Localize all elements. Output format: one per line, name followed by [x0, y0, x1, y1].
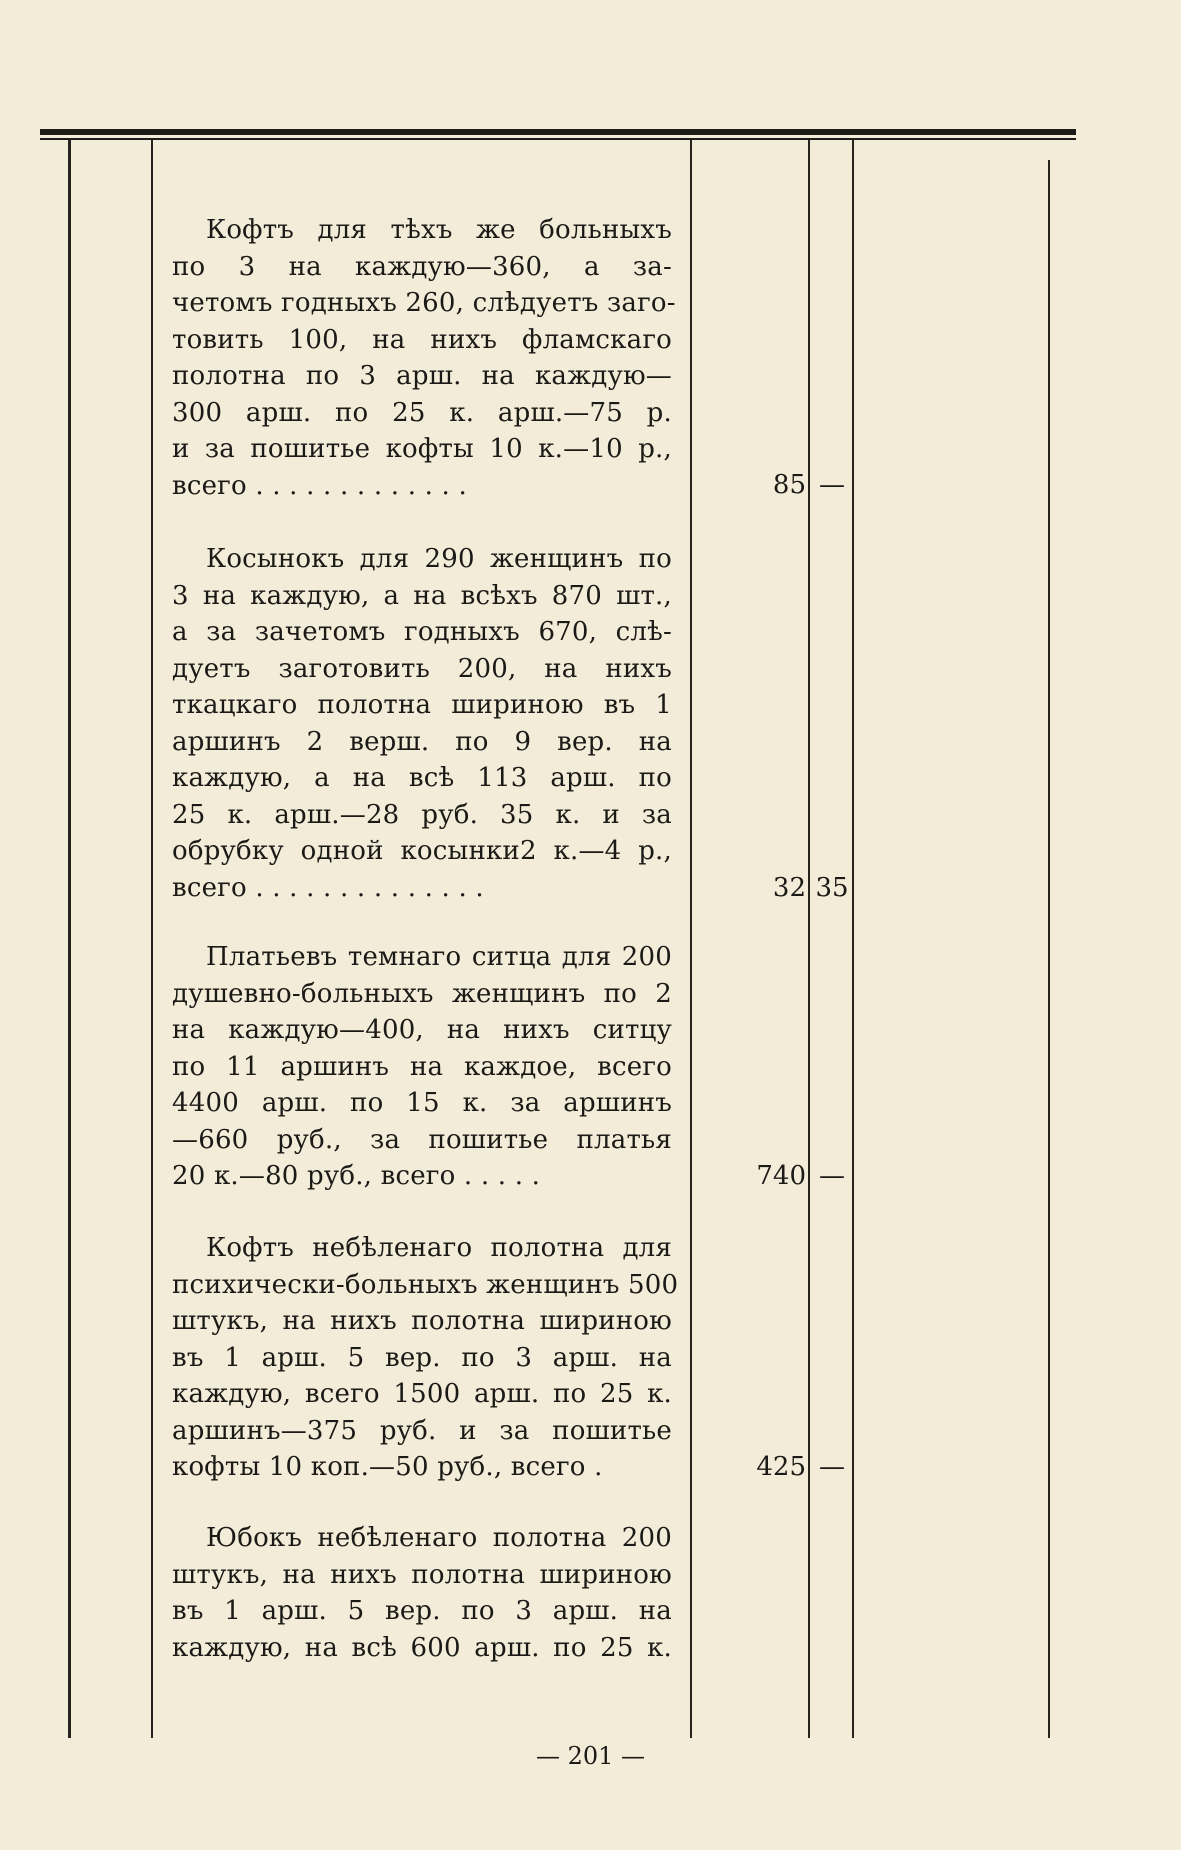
entry-line: —660 руб., за пошитье платья: [172, 1124, 672, 1155]
amount-kopecks: —: [819, 1161, 845, 1191]
entry-line: 25 к. арш.—28 руб. 35 к. и за: [172, 799, 672, 830]
entry-kosynki: [172, 541, 672, 906]
entry-line: Косынокъ для 290 женщинъ по: [206, 544, 672, 574]
amount-kopecks: 35: [815, 873, 849, 903]
entry-yubki: [172, 1520, 672, 1666]
entry-line: аршинъ—375 руб. и за пошитье: [172, 1415, 672, 1446]
entry-line: товить 100, на нихъ фламскаго: [172, 324, 672, 355]
entry-line: и за пошитье кофты 10 к.—10 р.,: [172, 434, 672, 464]
entry-line: штукъ, на нихъ полотна шириною: [172, 1306, 672, 1336]
entry-line: штукъ, на нихъ полотна шириною: [172, 1559, 672, 1590]
entry-line: обрубку одной косынки2 к.—4 р.,: [172, 836, 672, 866]
entry-line: Кофтъ для тѣхъ же больныхъ: [206, 215, 672, 245]
entry-line: всего . . . . . . . . . . . . .: [172, 470, 467, 501]
entry-line: психически-больныхъ женщинъ 500: [172, 1269, 679, 1300]
entry-kofty-flamskie: [172, 212, 676, 504]
entry-platya: [172, 939, 672, 1195]
entry-line: Платьевъ темнаго ситца для 200: [206, 942, 672, 972]
entry-line: 20 к.—80 руб., всего . . . . .: [172, 1161, 541, 1191]
entry-line: ткацкаго полотна шириною въ 1: [172, 690, 672, 720]
amount-rubles: 740: [756, 1161, 806, 1191]
entry-line: въ 1 арш. 5 вер. по 3 арш. на: [172, 1596, 672, 1626]
amount-rubles: 32: [772, 873, 806, 903]
amount-rubles: 85: [772, 470, 806, 500]
entry-line: каждую, на всѣ 600 арш. по 25 к.: [172, 1632, 672, 1663]
entry-line: кофты 10 коп.—50 руб., всего .: [172, 1452, 603, 1482]
amount-rubles: 425: [756, 1452, 806, 1482]
entry-line: дуетъ заготовить 200, на нихъ: [172, 653, 672, 684]
amount-kopecks: —: [819, 470, 845, 500]
entry-line: въ 1 арш. 5 вер. по 3 арш. на: [172, 1342, 672, 1373]
page-number: — 201 —: [535, 1742, 646, 1770]
entry-line: Кофтъ небѣленаго полотна для: [206, 1233, 672, 1263]
entry-line: четомъ годныхъ 260, слѣдуетъ заго-: [172, 288, 676, 318]
entry-line: каждую, всего 1500 арш. по 25 к.: [172, 1379, 672, 1409]
entry-line: 300 арш. по 25 к. арш.—75 р.: [172, 397, 672, 428]
entry-line: аршинъ 2 верш. по 9 вер. на: [172, 726, 672, 757]
amount-kopecks: —: [819, 1452, 845, 1482]
entry-line: по 3 на каждую—360, а за-: [172, 251, 672, 282]
entry-line: всего . . . . . . . . . . . . . .: [172, 872, 484, 903]
entry-line: а за зачетомъ годныхъ 670, слѣ-: [172, 617, 672, 647]
entry-line: Юбокъ небѣленаго полотна 200: [206, 1523, 672, 1553]
entry-kofty-nebelenye: [172, 1230, 679, 1486]
entry-line: 4400 арш. по 15 к. за аршинъ: [172, 1088, 672, 1118]
entry-line: 3 на каждую, а на всѣхъ 870 шт.,: [172, 580, 672, 611]
entry-line: душевно-больныхъ женщинъ по 2: [172, 978, 672, 1009]
entry-line: по 11 аршинъ на каждое, всего: [172, 1051, 672, 1082]
entry-line: полотна по 3 арш. на каждую—: [172, 361, 672, 391]
entry-line: каждую, а на всѣ 113 арш. по: [172, 763, 672, 793]
entry-line: на каждую—400, на нихъ ситцу: [172, 1015, 672, 1045]
